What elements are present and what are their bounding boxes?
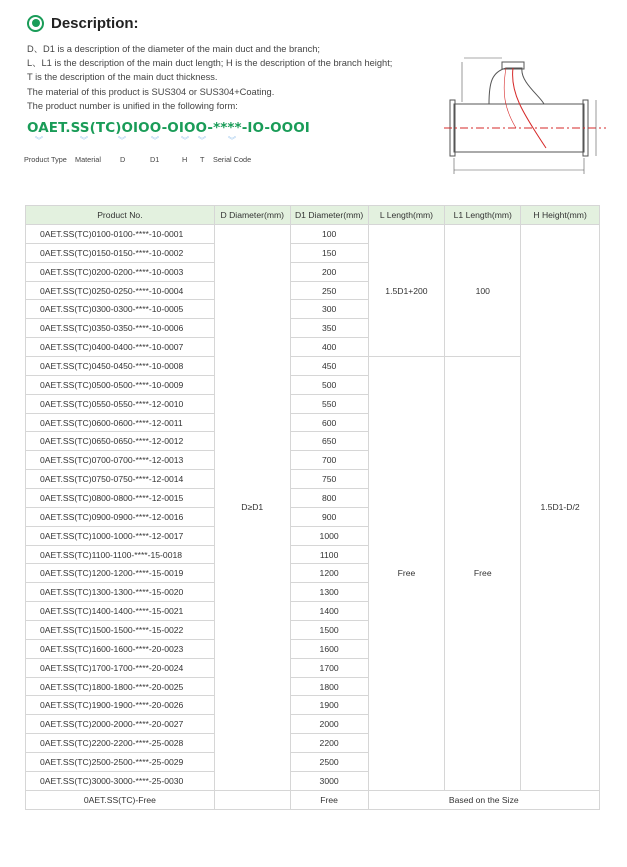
product-no: 0AET.SS(TC)1900-1900-****-20-0026 bbox=[26, 696, 215, 715]
d1-diameter: 500 bbox=[290, 375, 368, 394]
d1-diameter: 2000 bbox=[290, 715, 368, 734]
chevron-down-icon: ︾ bbox=[35, 136, 43, 145]
label-material: Material bbox=[75, 155, 101, 164]
label-h: H bbox=[182, 155, 188, 164]
header-l-length: L Length(mm) bbox=[368, 206, 445, 225]
product-no: 0AET.SS(TC)0550-0550-****-12-0010 bbox=[26, 394, 215, 413]
description-line: The product number is unified in the following form: bbox=[27, 100, 238, 111]
header-product-no: Product No. bbox=[26, 206, 215, 225]
label-d: D bbox=[120, 155, 126, 164]
d1-diameter: 350 bbox=[290, 319, 368, 338]
d1-diameter: 3000 bbox=[290, 771, 368, 790]
d1-diameter: 550 bbox=[290, 394, 368, 413]
d1-diameter: 750 bbox=[290, 470, 368, 489]
product-no: 0AET.SS(TC)2200-2200-****-25-0028 bbox=[26, 734, 215, 753]
d1-diameter: 650 bbox=[290, 432, 368, 451]
d1-diameter: 700 bbox=[290, 451, 368, 470]
product-no: 0AET.SS(TC)1500-1500-****-15-0022 bbox=[26, 621, 215, 640]
label-d1: D1 bbox=[150, 155, 160, 164]
product-no: 0AET.SS(TC)0900-0900-****-12-0016 bbox=[26, 507, 215, 526]
product-no: 0AET.SS(TC)0400-0400-****-10-0007 bbox=[26, 338, 215, 357]
label-product-type: Product Type bbox=[24, 155, 67, 164]
product-no: 0AET.SS(TC)1200-1200-****-15-0019 bbox=[26, 564, 215, 583]
l-length-large: Free bbox=[368, 357, 445, 791]
product-no: 0AET.SS(TC)1100-1100-****-15-0018 bbox=[26, 545, 215, 564]
d1-diameter: 400 bbox=[290, 338, 368, 357]
size-note: Based on the Size bbox=[368, 790, 599, 809]
l1-length-small: 100 bbox=[445, 225, 521, 357]
product-table bbox=[25, 205, 600, 810]
product-no-free: 0AET.SS(TC)-Free bbox=[26, 790, 215, 809]
d1-diameter: 200 bbox=[290, 262, 368, 281]
product-no: 0AET.SS(TC)1800-1800-****-20-0025 bbox=[26, 677, 215, 696]
table-row bbox=[26, 357, 600, 376]
product-no: 0AET.SS(TC)0500-0500-****-10-0009 bbox=[26, 375, 215, 394]
header-h-height: H Height(mm) bbox=[521, 206, 600, 225]
table-row bbox=[26, 225, 600, 244]
product-no: 0AET.SS(TC)1600-1600-****-20-0023 bbox=[26, 639, 215, 658]
product-no: 0AET.SS(TC)3000-3000-****-25-0030 bbox=[26, 771, 215, 790]
product-no: 0AET.SS(TC)0350-0350-****-10-0006 bbox=[26, 319, 215, 338]
bullet-icon bbox=[27, 15, 44, 32]
product-no: 0AET.SS(TC)0650-0650-****-12-0012 bbox=[26, 432, 215, 451]
d1-diameter: 100 bbox=[290, 225, 368, 244]
product-no: 0AET.SS(TC)0700-0700-****-12-0013 bbox=[26, 451, 215, 470]
product-no: 0AET.SS(TC)1700-1700-****-20-0024 bbox=[26, 658, 215, 677]
l-length-small: 1.5D1+200 bbox=[368, 225, 445, 357]
d-diameter-free bbox=[214, 790, 290, 809]
table-row-free bbox=[26, 790, 600, 809]
product-no: 0AET.SS(TC)0450-0450-****-10-0008 bbox=[26, 357, 215, 376]
product-no: 0AET.SS(TC)2000-2000-****-20-0027 bbox=[26, 715, 215, 734]
d1-diameter: 1100 bbox=[290, 545, 368, 564]
d1-diameter: 250 bbox=[290, 281, 368, 300]
d1-diameter: 150 bbox=[290, 243, 368, 262]
d1-diameter: 2200 bbox=[290, 734, 368, 753]
d1-diameter: 2500 bbox=[290, 753, 368, 772]
product-no: 0AET.SS(TC)0300-0300-****-10-0005 bbox=[26, 300, 215, 319]
d1-diameter: 1200 bbox=[290, 564, 368, 583]
d1-diameter: 1600 bbox=[290, 639, 368, 658]
section-heading bbox=[27, 13, 139, 33]
d1-diameter: 1300 bbox=[290, 583, 368, 602]
product-no: 0AET.SS(TC)0200-0200-****-10-0003 bbox=[26, 262, 215, 281]
description-line: The material of this product is SUS304 or SUS304+Coating. bbox=[27, 86, 275, 97]
product-no: 0AET.SS(TC)1300-1300-****-15-0020 bbox=[26, 583, 215, 602]
tee-duct-diagram bbox=[444, 52, 606, 182]
d1-diameter: 1400 bbox=[290, 602, 368, 621]
heading-text: Description: bbox=[51, 14, 139, 32]
product-no: 0AET.SS(TC)0150-0150-****-10-0002 bbox=[26, 243, 215, 262]
label-t: T bbox=[200, 155, 205, 164]
chevron-down-icon: ︾ bbox=[118, 136, 126, 145]
header-d-diameter: D Diameter(mm) bbox=[214, 206, 290, 225]
d1-diameter: 800 bbox=[290, 489, 368, 508]
product-no: 0AET.SS(TC)0800-0800-****-12-0015 bbox=[26, 489, 215, 508]
chevron-down-icon: ︾ bbox=[80, 136, 88, 145]
d-diameter-cell: D≥D1 bbox=[214, 225, 290, 791]
l1-length-large: Free bbox=[445, 357, 521, 791]
d1-diameter-free: Free bbox=[290, 790, 368, 809]
table-header-row bbox=[26, 206, 600, 225]
description-line: D、D1 is a description of the diameter of the main duct and the branch; bbox=[27, 44, 321, 54]
d1-diameter: 1800 bbox=[290, 677, 368, 696]
label-serial: Serial Code bbox=[213, 155, 252, 164]
chevron-down-icon: ︾ bbox=[181, 136, 189, 145]
d1-diameter: 1700 bbox=[290, 658, 368, 677]
product-no: 0AET.SS(TC)0600-0600-****-12-0011 bbox=[26, 413, 215, 432]
description-line: L、L1 is the description of the main duct length; H is the description of the branch height; bbox=[27, 58, 393, 69]
product-no: 0AET.SS(TC)0750-0750-****-12-0014 bbox=[26, 470, 215, 489]
d1-diameter: 1500 bbox=[290, 621, 368, 640]
d1-diameter: 900 bbox=[290, 507, 368, 526]
product-code: OAET.SS(TC)OIOO-OIOO-****-IO-OOOI bbox=[27, 120, 310, 136]
chevron-down-icon: ︾ bbox=[151, 136, 159, 145]
description-line: T is the description of the main duct thickness. bbox=[27, 72, 218, 83]
product-no: 0AET.SS(TC)0250-0250-****-10-0004 bbox=[26, 281, 215, 300]
header-l1-length: L1 Length(mm) bbox=[445, 206, 521, 225]
d1-diameter: 600 bbox=[290, 413, 368, 432]
product-no: 0AET.SS(TC)2500-2500-****-25-0029 bbox=[26, 753, 215, 772]
description-block bbox=[27, 42, 392, 113]
chevron-down-icon: ︾ bbox=[198, 136, 206, 145]
product-no: 0AET.SS(TC)1000-1000-****-12-0017 bbox=[26, 526, 215, 545]
d1-diameter: 1900 bbox=[290, 696, 368, 715]
header-d1-diameter: D1 Diameter(mm) bbox=[290, 206, 368, 225]
product-no: 0AET.SS(TC)0100-0100-****-10-0001 bbox=[26, 225, 215, 244]
product-no: 0AET.SS(TC)1400-1400-****-15-0021 bbox=[26, 602, 215, 621]
h-height-cell: 1.5D1-D/2 bbox=[521, 225, 600, 791]
chevron-down-icon: ︾ bbox=[228, 136, 236, 145]
d1-diameter: 300 bbox=[290, 300, 368, 319]
d1-diameter: 1000 bbox=[290, 526, 368, 545]
d1-diameter: 450 bbox=[290, 357, 368, 376]
